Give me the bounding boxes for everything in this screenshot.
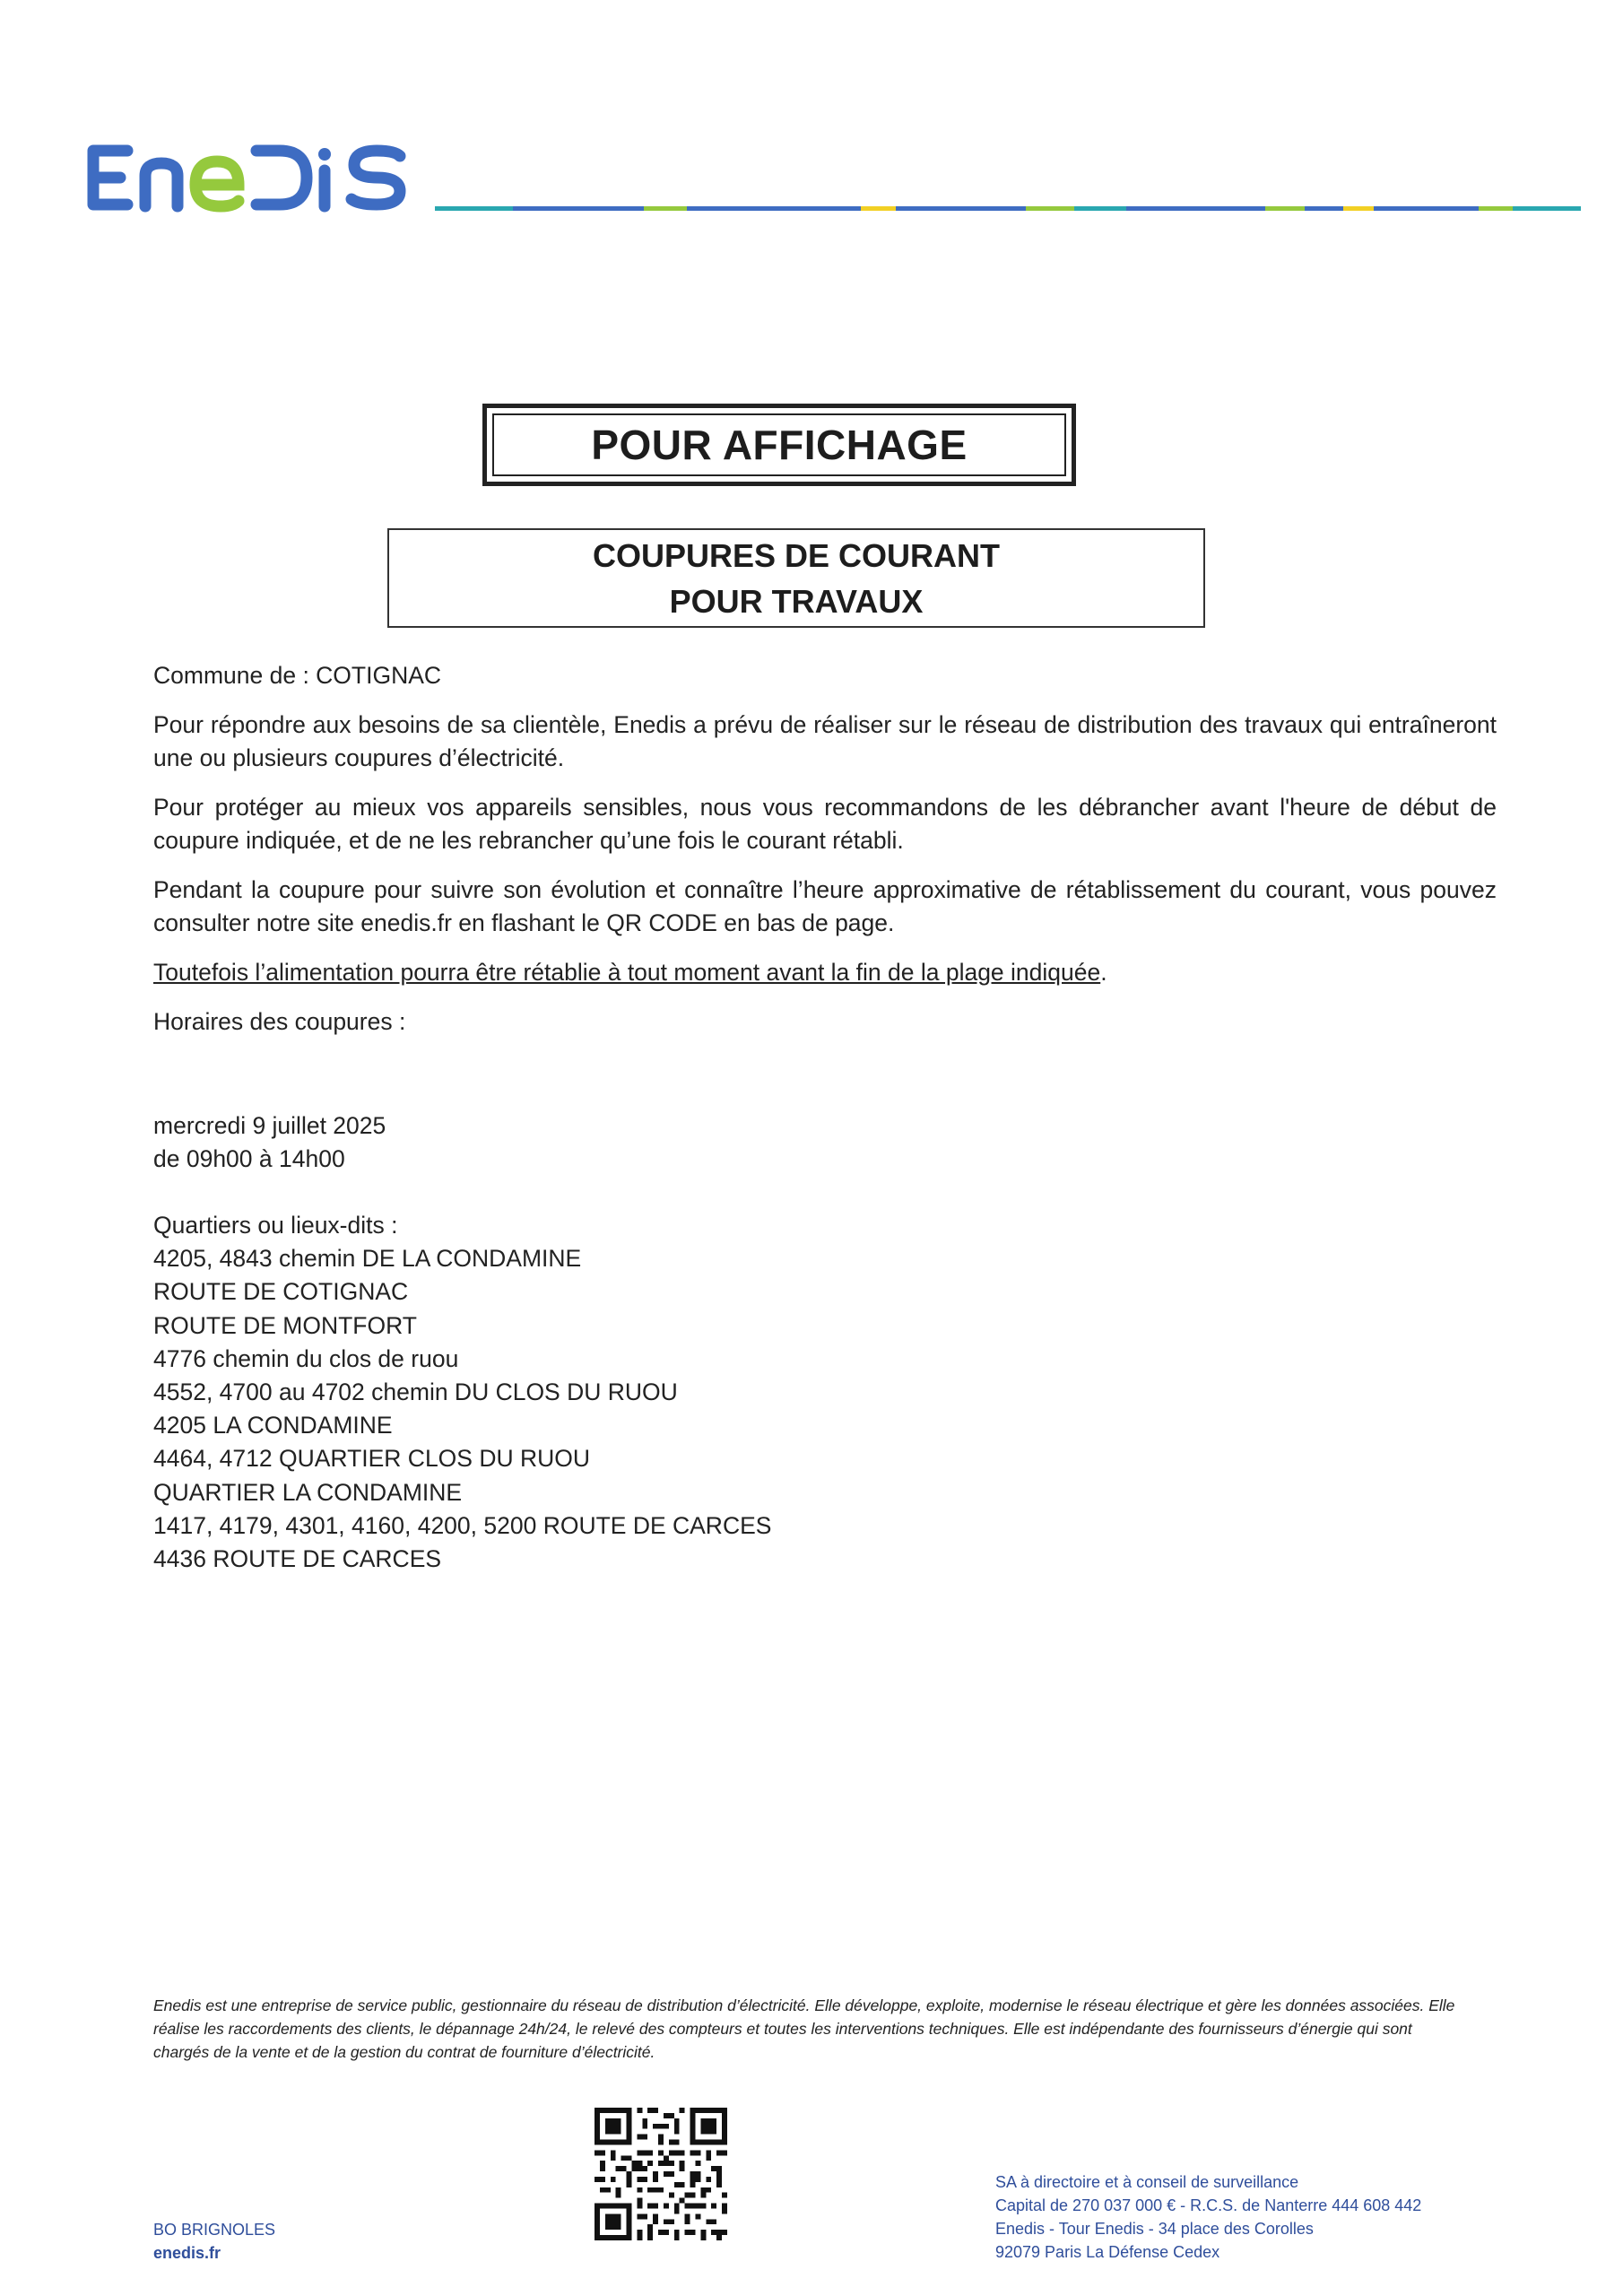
- place-item: 4776 chemin du clos de ruou: [153, 1344, 459, 1372]
- website-link[interactable]: enedis.fr: [153, 2244, 221, 2262]
- restoration-warning: Toutefois l’alimentation pourra être rétablie à tout moment avant la fin de la plage indiquée: [153, 959, 1101, 986]
- place-item: 4205, 4843 chemin DE LA CONDAMINE: [153, 1245, 582, 1273]
- office-name: BO BRIGNOLES: [153, 2221, 276, 2239]
- notice-title-line2: POUR TRAVAUX: [669, 583, 924, 620]
- legal-line: Enedis - Tour Enedis - 34 place des Corolles: [995, 2220, 1314, 2238]
- footer-office: [153, 2218, 275, 2265]
- outage-time: de 09h00 à 14h00: [153, 1145, 345, 1172]
- paragraph-restoration: [153, 956, 1497, 989]
- notice-title: [387, 528, 1205, 628]
- places-label: Quartiers ou lieux-dits :: [153, 1212, 398, 1239]
- qr-code-icon[interactable]: [595, 2108, 727, 2240]
- display-notice-box: [482, 404, 1076, 486]
- footer-legal: [995, 2170, 1421, 2264]
- place-item: 4436 ROUTE DE CARCES: [153, 1545, 442, 1573]
- paragraph-works: Pour répondre aux besoins de sa clientèle, Enedis a prévu de réaliser sur le réseau de distribution des travaux qui entraîneront une ou plusieurs coupures d’électricité.: [153, 711, 1497, 771]
- affected-places: [153, 1209, 771, 1576]
- outage-date: mercredi 9 juillet 2025: [153, 1112, 386, 1139]
- legal-line: SA à directoire et à conseil de surveillance: [995, 2173, 1299, 2191]
- legal-line: Capital de 270 037 000 € - R.C.S. de Nanterre 444 608 442: [995, 2196, 1422, 2214]
- notice-title-line1: COUPURES DE COURANT: [592, 537, 1001, 574]
- place-item: 4464, 4712 QUARTIER CLOS DU RUOU: [153, 1445, 590, 1473]
- header-divider: [435, 206, 1581, 211]
- paragraph-appliances: Pour protéger au mieux vos appareils sensibles, nous vous recommandons de les débrancher avant l'heure de début de coupure indiquée, et de ne les rebrancher qu’une fois le courant rétabli.: [153, 794, 1497, 854]
- place-item: 1417, 4179, 4301, 4160, 4200, 5200 ROUTE DE CARCES: [153, 1511, 772, 1539]
- notice-body: [153, 659, 1497, 1055]
- enedis-logo: [81, 135, 421, 220]
- place-item: ROUTE DE MONTFORT: [153, 1311, 417, 1339]
- outage-schedule: [153, 1109, 386, 1176]
- restoration-period: .: [1100, 959, 1107, 986]
- place-item: 4205 LA CONDAMINE: [153, 1412, 393, 1439]
- legal-line: 92079 Paris La Défense Cedex: [995, 2243, 1220, 2261]
- company-disclaimer: Enedis est une entreprise de service public, gestionnaire du réseau de distribution d’électricité. Elle développe, exploite, modernise le réseau électrique et gère les données associées. Elle réalise les raccordements des clients, le dépannage 24h/24, le relevé des compteurs et toutes les interventions techniques. Elle est indépendante des fournisseurs d’énergie qui sont chargés de la vente et de la gestion du contrat de fourniture d’électricité.: [153, 1996, 1455, 2061]
- schedule-label: Horaires des coupures :: [153, 1008, 406, 1035]
- commune-line: Commune de : COTIGNAC: [153, 662, 442, 689]
- paragraph-tracking: Pendant la coupure pour suivre son évolution et connaître l’heure approximative de rétablissement du courant, vous pouvez consulter notre site enedis.fr en flashant le QR CODE en bas de page.: [153, 876, 1497, 936]
- place-item: QUARTIER LA CONDAMINE: [153, 1478, 463, 1506]
- place-item: 4552, 4700 au 4702 chemin DU CLOS DU RUOU: [153, 1378, 678, 1406]
- display-notice-label: POUR AFFICHAGE: [492, 413, 1066, 476]
- place-item: ROUTE DE COTIGNAC: [153, 1278, 409, 1306]
